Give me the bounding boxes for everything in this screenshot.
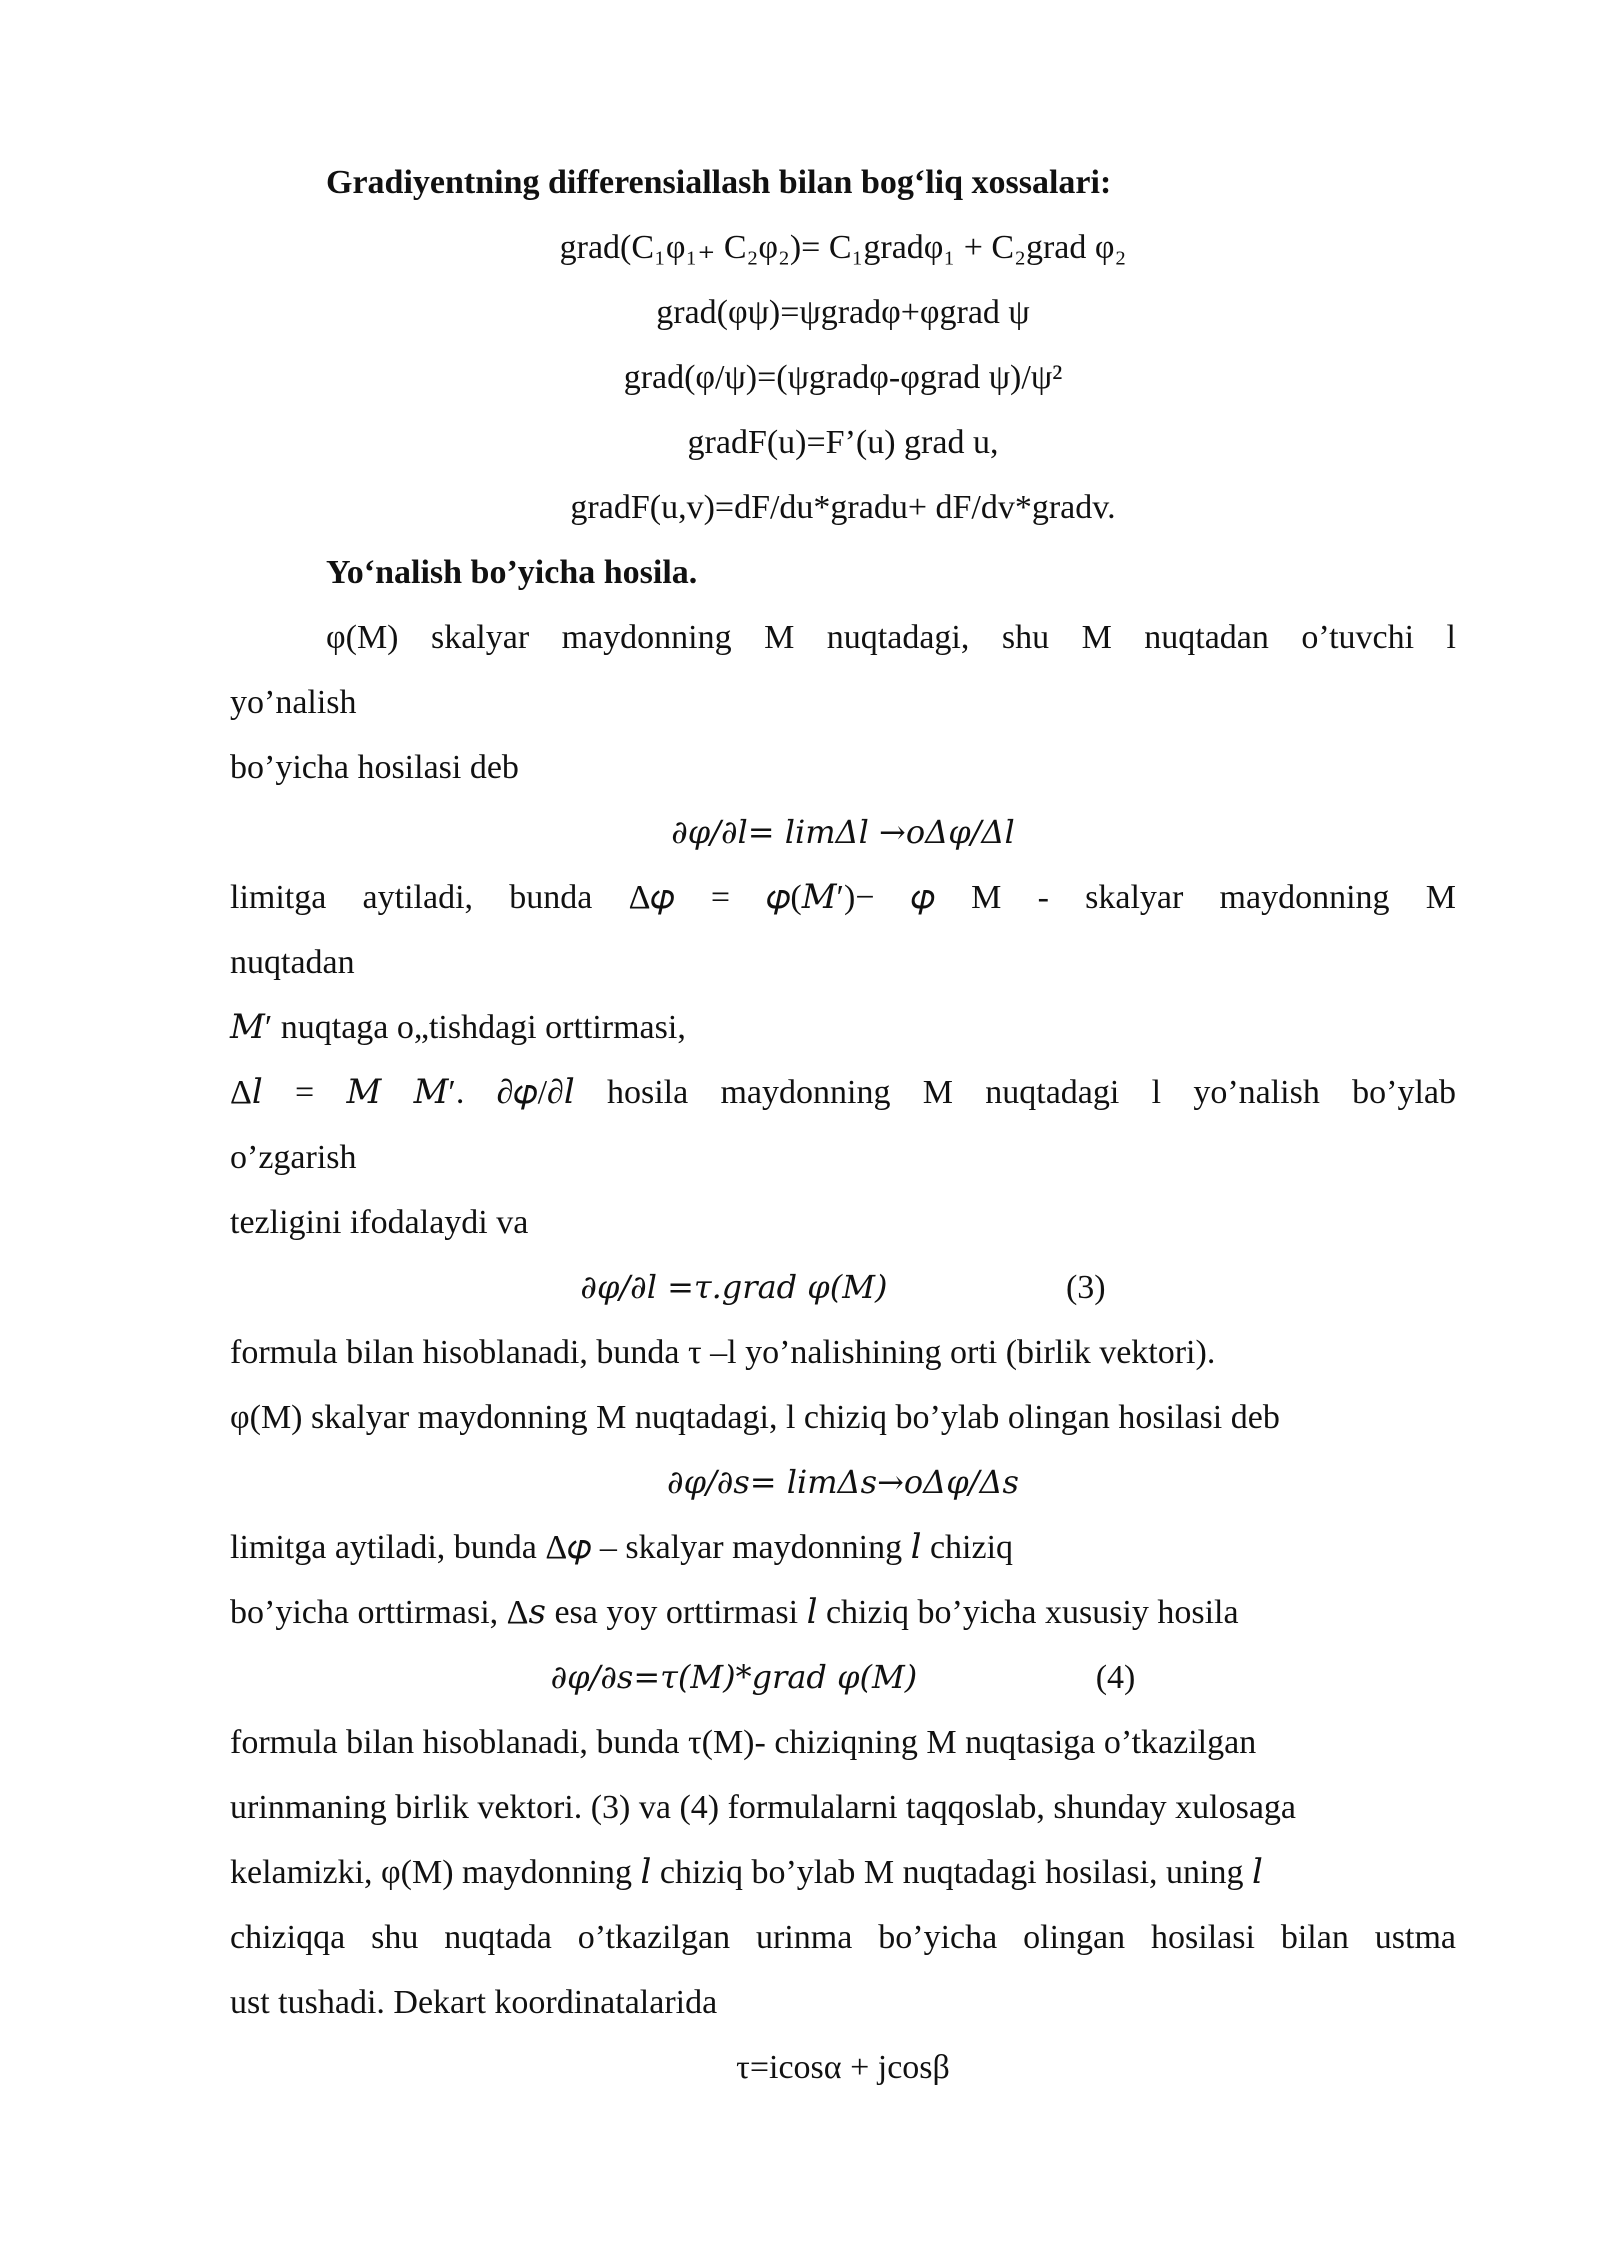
- equation-4: [230, 1645, 1456, 1710]
- paragraph-line: Δ𝑙 = 𝑀 𝑀′. ∂𝜑/∂𝑙 hosila maydonning M nuqtadagi l yo’nalish bo’ylab: [230, 1074, 1456, 1111]
- equation-number: (3): [1065, 1269, 1106, 1306]
- equation-tau-unit-vector: τ=icosα + jcosβ: [736, 2049, 950, 2086]
- equation-text: ∂𝜑/∂𝑙= limΔ𝑙 →𝑜Δ𝜑/Δ𝑙: [671, 813, 1015, 851]
- paragraph-line: tezligini ifodalaydi va: [230, 1204, 529, 1241]
- section-heading-directional-derivative: Yo‘nalish bo’yicha hosila.: [326, 554, 698, 591]
- equation-curve-limit: [230, 1450, 1456, 1515]
- paragraph-line: yo’nalish: [230, 684, 357, 721]
- paragraph-line: φ(M) skalyar maydonning M nuqtadagi, l chiziq bo’ylab olingan hosilasi deb: [230, 1399, 1280, 1436]
- paragraph-line: kelamizki, φ(M) maydonning 𝑙 chiziq bo’ylab M nuqtadagi hosilasi, uning 𝑙: [230, 1854, 1263, 1891]
- section-heading-gradient-properties: Gradiyentning differensiallash bilan bog‘liq xossalari:: [326, 164, 1112, 201]
- paragraph-line: limitga aytiladi, bunda Δ𝜑 – skalyar maydonning 𝑙 chiziq: [230, 1529, 1014, 1566]
- paragraph-line: bo’yicha orttirmasi, Δ𝑠 esa yoy orttirmasi 𝑙 chiziq bo’yicha xususiy hosila: [230, 1594, 1239, 1631]
- formula-grad-quotient: grad(φ/ψ)=(ψgradφ-φgrad ψ)/ψ²: [623, 359, 1063, 396]
- paragraph-line: formula bilan hisoblanadi, bunda τ(M)- chiziqning M nuqtasiga o’tkazilgan: [230, 1724, 1257, 1761]
- paragraph-line: 𝑀′ nuqtaga o„tishdagi orttirmasi,: [230, 1009, 686, 1046]
- paragraph-line: o’zgarish: [230, 1139, 357, 1176]
- formula-grad-product: grad(φψ)=ψgradφ+φgrad ψ: [656, 294, 1030, 331]
- paragraph-line: ust tushadi. Dekart koordinatalarida: [230, 1984, 718, 2021]
- paragraph-line: limitga aytiladi, bunda Δ𝜑 = 𝜑(𝑀′)− 𝜑 M - skalyar maydonning M: [230, 879, 1456, 916]
- formula-grad-two-variable: gradF(u,v)=dF/du*gradu+ dF/dv*gradv.: [570, 489, 1116, 526]
- equation-text: ∂𝜑/∂𝑠= limΔ𝑠→𝑜Δ𝜑/Δ𝑠: [667, 1463, 1019, 1501]
- paragraph-line: formula bilan hisoblanadi, bunda τ –l yo’nalishining orti (birlik vektori).: [230, 1334, 1216, 1371]
- equation-3: [230, 1255, 1456, 1320]
- equation-text: ∂𝜑/∂𝑠=τ(M)*grad φ(M): [550, 1658, 918, 1696]
- paragraph-line: bo’yicha hosilasi deb: [230, 749, 519, 786]
- formula-grad-linear: grad(C₁φ₁₊ C₂φ₂)= C₁gradφ₁ + C₂grad φ₂: [559, 229, 1127, 266]
- paragraph-line: nuqtadan: [230, 944, 355, 981]
- formula-grad-composite: gradF(u)=F’(u) grad u,: [687, 424, 999, 461]
- paragraph-line: φ(M) skalyar maydonning M nuqtadagi, shu M nuqtadan o’tuvchi l: [326, 619, 1456, 656]
- paragraph-line: urinmaning birlik vektori. (3) va (4) formulalarni taqqoslab, shunday xulosaga: [230, 1789, 1297, 1826]
- equation-text: ∂𝜑/∂𝑙 =τ.grad φ(M): [580, 1268, 888, 1306]
- equation-number: (4): [1095, 1659, 1136, 1696]
- equation-directional-limit: [230, 800, 1456, 865]
- document-page: [230, 150, 1456, 2100]
- paragraph-line: chiziqqa shu nuqtada o’tkazilgan urinma bo’yicha olingan hosilasi bilan ustma: [230, 1919, 1456, 1956]
